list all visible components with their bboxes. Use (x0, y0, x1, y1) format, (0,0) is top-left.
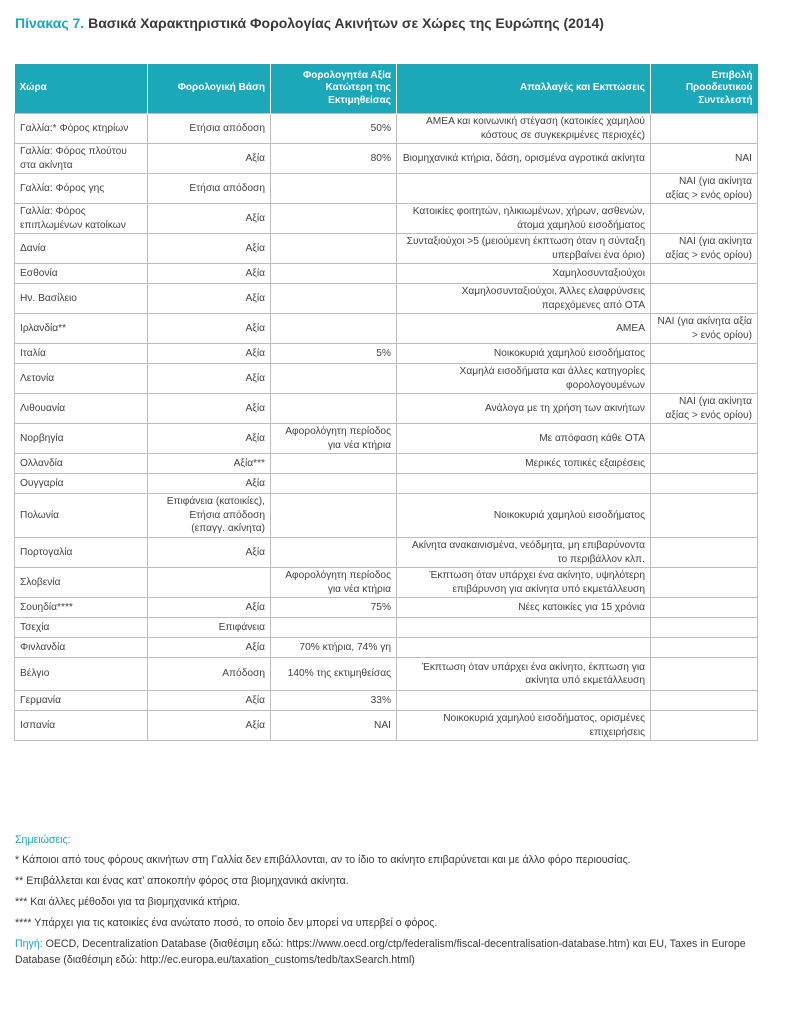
cell-exemptions: Με απόφαση κάθε ΟΤΑ (397, 424, 651, 454)
cell-country: Ολλανδία (15, 454, 148, 474)
cell-taxable-value (271, 618, 397, 638)
cell-country: Γερμανία (15, 691, 148, 711)
cell-country: Τσεχία (15, 618, 148, 638)
cell-progressive-rate (651, 344, 758, 364)
cell-tax-base: Αξία (148, 314, 271, 344)
table-row (15, 711, 758, 741)
notes-section (15, 832, 755, 973)
table-row (15, 144, 758, 174)
cell-progressive-rate (651, 598, 758, 618)
cell-exemptions: Νοικοκυριά χαμηλού εισοδήματος (397, 344, 651, 364)
header-tax-base: Φορολογική Βάση (148, 64, 271, 114)
table-row (15, 314, 758, 344)
cell-tax-base: Αξία (148, 691, 271, 711)
note-item: **** Υπάρχει για τις κατοικίες ένα ανώτατο ποσό, το οποίο δεν μπορεί να υπερβεί ο φόρος. (15, 917, 438, 929)
cell-tax-base: Αξία (148, 711, 271, 741)
cell-exemptions: Έκπτωση όταν υπάρχει ένα ακίνητο, υψηλότερη επιβάρυνση για ακίνητα υπό εκμετάλλευση (397, 568, 651, 598)
cell-tax-base: Αξία (148, 144, 271, 174)
cell-country: Ουγγαρία (15, 474, 148, 494)
table-row (15, 638, 758, 658)
cell-tax-base: Αξία (148, 394, 271, 424)
cell-country: Σουηδία**** (15, 598, 148, 618)
cell-progressive-rate (651, 638, 758, 658)
cell-exemptions: Κατοικίες φοιτητών, ηλικιωμένων, χήρων, ασθενών, άτομα χαμηλού εισοδήματος (397, 204, 651, 234)
cell-progressive-rate (651, 494, 758, 538)
cell-taxable-value (271, 364, 397, 394)
cell-tax-base: Αξία (148, 424, 271, 454)
cell-progressive-rate (651, 538, 758, 568)
table-row (15, 204, 758, 234)
cell-taxable-value (271, 538, 397, 568)
cell-tax-base: Αξία (148, 234, 271, 264)
header-taxable-value: Φορολογητέα Αξία Κατώτερη της Εκτιμηθείσας (271, 64, 397, 114)
cell-tax-base: Ετήσια απόδοση (148, 114, 271, 144)
cell-progressive-rate (651, 114, 758, 144)
notes-title: Σημειώσεις: (15, 834, 71, 846)
cell-country: Φινλανδία (15, 638, 148, 658)
source-text: OECD, Decentralization Database (διαθέσιμη εδώ: https://www.oecd.org/ctp/federalism/fiscal-decentralisation-database.htm) και EU, Taxes in Europe Database (διαθέσιμη εδώ: http://ec.europa.eu/taxation_customs/tedb/taxSearch.html) (15, 938, 746, 966)
table-body (15, 114, 758, 741)
cell-tax-base: Απόδοση (148, 658, 271, 691)
cell-taxable-value: ΝΑΙ (271, 711, 397, 741)
cell-exemptions: Έκπτωση όταν υπάρχει ένα ακίνητο, έκπτωση για ακίνητα υπό εκμετάλλευση (397, 658, 651, 691)
table-row (15, 658, 758, 691)
cell-tax-base: Αξία*** (148, 454, 271, 474)
cell-country: Ιταλία (15, 344, 148, 364)
cell-exemptions: ΑΜΕΑ και κοινωνική στέγαση (κατοικίες χαμηλού κόστους σε συγκεκριμένες περιοχές) (397, 114, 651, 144)
cell-progressive-rate: ΝΑΙ (για ακίνητα αξία > ενός ορίου) (651, 314, 758, 344)
cell-progressive-rate (651, 618, 758, 638)
cell-exemptions: Χαμηλά εισοδήματα και άλλες κατηγορίες φορολογουμένων (397, 364, 651, 394)
cell-tax-base: Αξία (148, 638, 271, 658)
cell-tax-base: Αξία (148, 598, 271, 618)
cell-taxable-value (271, 174, 397, 204)
cell-progressive-rate: ΝΑΙ (για ακίνητα αξίας > ενός ορίου) (651, 394, 758, 424)
header-progressive-rate: Επιβολή Προοδευτικού Συντελεστή (651, 64, 758, 114)
cell-country: Βέλγιο (15, 658, 148, 691)
table-row (15, 454, 758, 474)
table-row (15, 538, 758, 568)
cell-exemptions: Νέες κατοικίες για 15 χρόνια (397, 598, 651, 618)
cell-country: Ην. Βασίλειο (15, 284, 148, 314)
cell-progressive-rate (651, 424, 758, 454)
table-row (15, 618, 758, 638)
cell-exemptions: Μερικές τοπικές εξαιρέσεις (397, 454, 651, 474)
table-row (15, 424, 758, 454)
cell-country: Δανία (15, 234, 148, 264)
header-row (15, 64, 758, 114)
cell-taxable-value: 75% (271, 598, 397, 618)
cell-taxable-value (271, 264, 397, 284)
cell-exemptions: Χαμηλοσυνταξιούχοι (397, 264, 651, 284)
cell-taxable-value (271, 284, 397, 314)
cell-progressive-rate (651, 711, 758, 741)
cell-progressive-rate (651, 691, 758, 711)
cell-progressive-rate (651, 658, 758, 691)
cell-taxable-value (271, 494, 397, 538)
cell-exemptions (397, 474, 651, 494)
cell-exemptions (397, 691, 651, 711)
table-row (15, 264, 758, 284)
cell-tax-base: Αξία (148, 264, 271, 284)
table-row (15, 364, 758, 394)
cell-exemptions (397, 174, 651, 204)
cell-exemptions: Χαμηλοσυνταξιούχοι, Άλλες ελαφρύνσεις παρεχόμενες από ΟΤΑ (397, 284, 651, 314)
note-item: *** Και άλλες μέθοδοι για τα βιομηχανικά κτήρια. (15, 896, 241, 908)
cell-taxable-value (271, 474, 397, 494)
cell-taxable-value: Αφορολόγητη περίοδος για νέα κτήρια (271, 424, 397, 454)
cell-country: Γαλλία:* Φόρος κτηρίων (15, 114, 148, 144)
table-row (15, 284, 758, 314)
source-label: Πηγή: (15, 938, 43, 950)
cell-exemptions: Βιομηχανικά κτήρια, δάση, ορισμένα αγροτικά ακίνητα (397, 144, 651, 174)
cell-progressive-rate (651, 364, 758, 394)
header-country: Χώρα (15, 64, 148, 114)
table-title (15, 13, 695, 34)
cell-taxable-value: 70% κτήρια, 74% γη (271, 638, 397, 658)
cell-tax-base: Αξία (148, 364, 271, 394)
cell-taxable-value (271, 454, 397, 474)
note-item: ** Επιβάλλεται και ένας κατ’ αποκοπήν φόρος στα βιομηχανικά ακίνητα. (15, 875, 349, 887)
cell-tax-base: Αξία (148, 474, 271, 494)
cell-taxable-value (271, 234, 397, 264)
table-title-text: Βασικά Χαρακτηριστικά Φορολογίας Ακινήτων σε Χώρες της Ευρώπης (2014) (84, 15, 604, 31)
cell-tax-base (148, 568, 271, 598)
table-row (15, 394, 758, 424)
cell-tax-base: Αξία (148, 538, 271, 568)
cell-exemptions: Νοικοκυριά χαμηλού εισοδήματος, ορισμένες επιχειρήσεις (397, 711, 651, 741)
cell-tax-base: Αξία (148, 284, 271, 314)
cell-taxable-value: 80% (271, 144, 397, 174)
cell-progressive-rate (651, 204, 758, 234)
cell-exemptions: Νοικοκυριά χαμηλού εισοδήματος (397, 494, 651, 538)
cell-exemptions: Ακίνητα ανακαινισμένα, νεόδμητα, μη επιβαρύνοντα το περιβάλλον κλπ. (397, 538, 651, 568)
cell-country: Λιθουανία (15, 394, 148, 424)
cell-taxable-value (271, 204, 397, 234)
cell-exemptions: Ανάλογα με τη χρήση των ακινήτων (397, 394, 651, 424)
cell-taxable-value: 140% της εκτιμηθείσας (271, 658, 397, 691)
cell-country: Εσθονία (15, 264, 148, 284)
cell-country: Πορτογαλία (15, 538, 148, 568)
cell-tax-base: Αξία (148, 204, 271, 234)
cell-country: Γαλλία: Φόρος πλούτου στα ακίνητα (15, 144, 148, 174)
cell-exemptions: Συνταξιούχοι >5 (μειούμενη έκπτωση όταν η σύνταξη υπερβαίνει ένα όριο) (397, 234, 651, 264)
cell-exemptions: ΑΜΕΑ (397, 314, 651, 344)
cell-country: Γαλλία: Φόρος γης (15, 174, 148, 204)
cell-progressive-rate (651, 474, 758, 494)
cell-taxable-value: 5% (271, 344, 397, 364)
cell-progressive-rate: ΝΑΙ (για ακίνητα αξίας > ενός ορίου) (651, 234, 758, 264)
source-note (15, 936, 755, 968)
cell-country: Σλοβενία (15, 568, 148, 598)
cell-progressive-rate: ΝΑΙ (651, 144, 758, 174)
cell-country: Νορβηγία (15, 424, 148, 454)
cell-progressive-rate (651, 568, 758, 598)
table-row (15, 691, 758, 711)
table-row (15, 598, 758, 618)
cell-tax-base: Επιφάνεια (148, 618, 271, 638)
table-row (15, 474, 758, 494)
cell-exemptions (397, 638, 651, 658)
cell-country: Ισπανία (15, 711, 148, 741)
cell-country: Γαλλία: Φόρος επιπλωμένων κατοίκων (15, 204, 148, 234)
table-number-label: Πίνακας 7. (15, 15, 85, 31)
table-row (15, 568, 758, 598)
table-row (15, 494, 758, 538)
table-row (15, 114, 758, 144)
cell-progressive-rate: ΝΑΙ (για ακίνητα αξίας > ενός ορίου) (651, 174, 758, 204)
header-exemptions: Απαλλαγές και Εκπτώσεις (397, 64, 651, 114)
cell-country: Ιρλανδία** (15, 314, 148, 344)
cell-taxable-value (271, 394, 397, 424)
cell-taxable-value: Αφορολόγητη περίοδος για νέα κτήρια (271, 568, 397, 598)
cell-tax-base: Επιφάνεια (κατοικίες), Ετήσια απόδοση (επαγγ. ακίνητα) (148, 494, 271, 538)
table-row (15, 234, 758, 264)
cell-progressive-rate (651, 264, 758, 284)
cell-country: Πολωνία (15, 494, 148, 538)
cell-taxable-value: 50% (271, 114, 397, 144)
table-row (15, 344, 758, 364)
cell-progressive-rate (651, 284, 758, 314)
cell-country: Λετονία (15, 364, 148, 394)
cell-tax-base: Ετήσια απόδοση (148, 174, 271, 204)
cell-taxable-value (271, 314, 397, 344)
cell-exemptions (397, 618, 651, 638)
note-item: * Κάποιοι από τους φόρους ακινήτων στη Γαλλία δεν επιβάλλονται, αν το ίδιο το ακίνητο επιβαρύνεται και με άλλο φόρο περιουσίας. (15, 854, 631, 866)
table-row (15, 174, 758, 204)
cell-progressive-rate (651, 454, 758, 474)
cell-taxable-value: 33% (271, 691, 397, 711)
cell-tax-base: Αξία (148, 344, 271, 364)
property-tax-table (14, 64, 758, 741)
